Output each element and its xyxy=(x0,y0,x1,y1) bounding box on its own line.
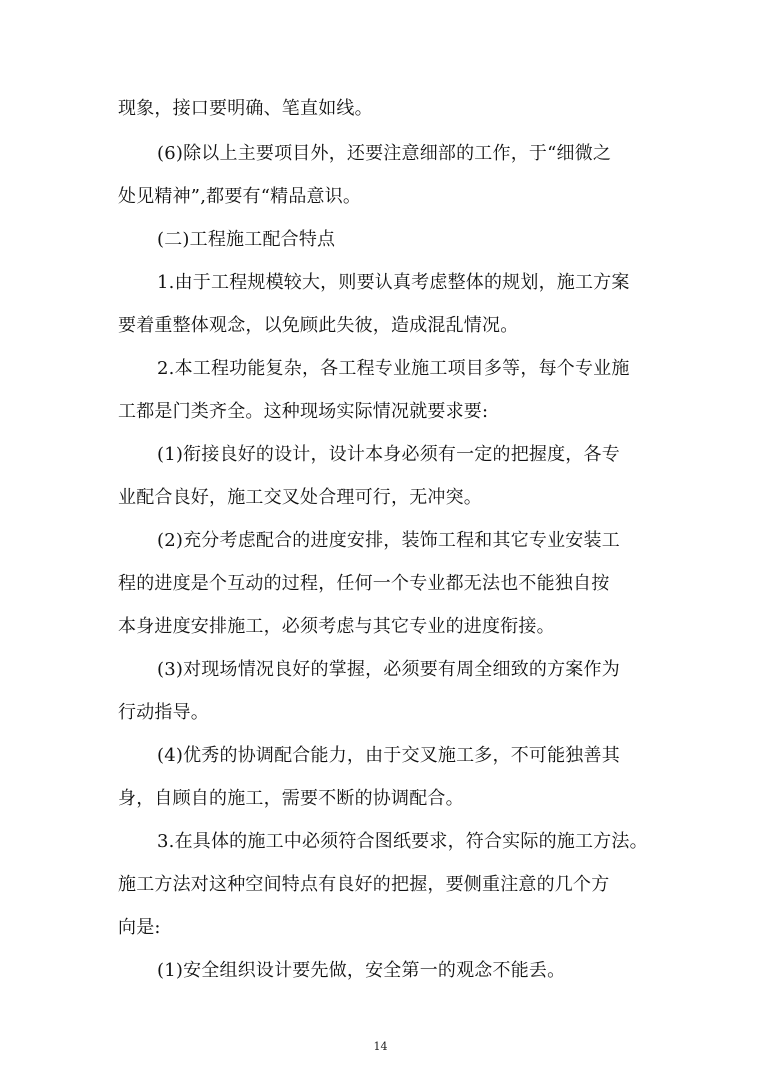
text-line: 现象，接口要明确、笔直如线。 xyxy=(118,98,373,119)
text-line: 工都是门类齐全。这种现场实际情况就要求要: xyxy=(118,401,489,422)
text-line: 处见精神”,都要有“精品意识。 xyxy=(118,186,362,207)
text-line: 程的进度是个互动的过程，任何一个专业都无法也不能独自按 xyxy=(118,573,610,594)
text-line: (6)除以上主要项目外，还要注意细部的工作，于“细微之 xyxy=(157,143,612,164)
text-line: (1)衔接良好的设计，设计本身必须有一定的把握度，各专 xyxy=(157,444,620,465)
text-line: (3)对现场情况良好的掌握，必须要有周全细致的方案作为 xyxy=(157,659,620,680)
text-line: 2.本工程功能复杂，各工程专业施工项目多等，每个专业施 xyxy=(157,358,630,379)
text-line: (4)优秀的协调配合能力，由于交叉施工多，不可能独善其 xyxy=(157,745,620,766)
text-line: 3.在具体的施工中必须符合图纸要求，符合实际的施工方法。 xyxy=(157,831,648,852)
text-line: 行动指导。 xyxy=(118,702,209,723)
text-line: 要着重整体观念，以免顾此失彼，造成混乱情况。 xyxy=(118,315,519,336)
text-line: 本身进度安排施工，必须考虑与其它专业的进度衔接。 xyxy=(118,616,555,637)
text-line: 向是: xyxy=(118,917,161,938)
page-number: 14 xyxy=(373,1040,388,1053)
text-line: (2)充分考虑配合的进度安排，装饰工程和其它专业安装工 xyxy=(157,530,620,551)
text-line: 身，自顾自的施工，需要不断的协调配合。 xyxy=(118,788,464,809)
text-line: (1)安全组织设计要先做，安全第一的观念不能丢。 xyxy=(157,960,566,981)
text-line: 业配合良好，施工交叉处合理可行，无冲突。 xyxy=(118,487,482,508)
text-line: 1.由于工程规模较大，则要认真考虑整体的规划，施工方案 xyxy=(157,272,630,293)
text-line: 施工方法对这种空间特点有良好的把握，要侧重注意的几个方 xyxy=(118,874,610,895)
section-heading: (二)工程施工配合特点 xyxy=(157,229,336,250)
